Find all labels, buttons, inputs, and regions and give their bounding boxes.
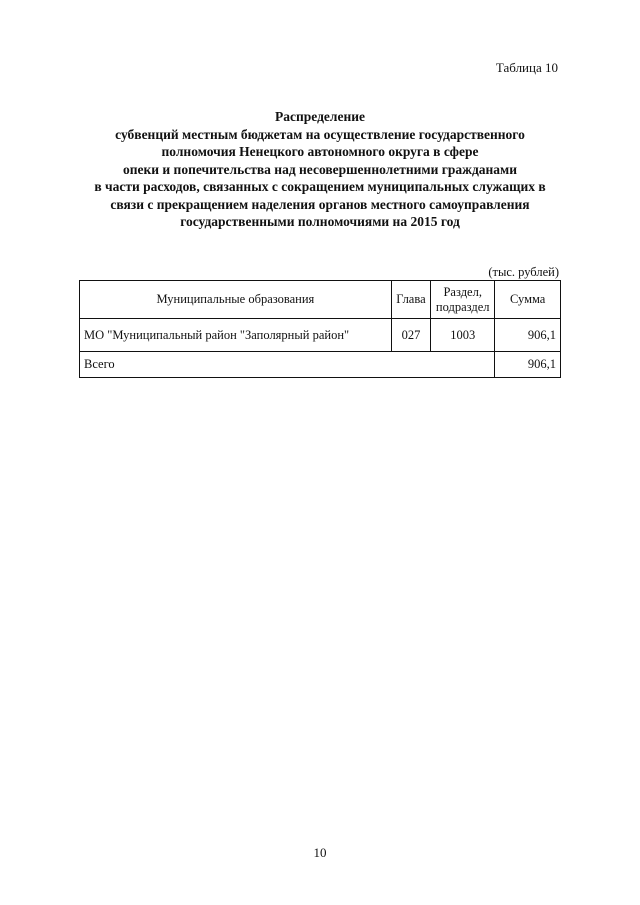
title-line: полномочия Ненецкого автономного округа в сфере	[161, 144, 479, 159]
title-line: связи с прекращением наделения органов местного самоуправления	[110, 196, 530, 212]
table-header-row	[80, 281, 561, 319]
header-glava: Глава	[391, 281, 430, 319]
cell-glava: 027	[391, 319, 430, 352]
units-label: (тыс. рублей)	[488, 265, 559, 279]
header-summa: Сумма	[495, 281, 561, 319]
title-line: государственными полномочиями на 2015 год	[180, 214, 460, 229]
total-label: Всего	[80, 352, 495, 378]
header-razdel-line2: подраздел	[435, 299, 490, 314]
title-line: субвенций местным бюджетам на осуществление государственного	[115, 126, 525, 142]
title-line: Распределение	[274, 109, 366, 124]
header-razdel-line1: Раздел,	[443, 284, 482, 299]
document-title	[60, 108, 580, 231]
distribution-table	[79, 280, 561, 378]
cell-razdel: 1003	[431, 319, 495, 352]
header-municipality: Муниципальные образования	[80, 281, 392, 319]
page-number: 10	[313, 845, 327, 860]
total-summa: 906,1	[495, 352, 561, 378]
cell-summa: 906,1	[495, 319, 561, 352]
cell-municipality: МО "Муниципальный район "Заполярный район"	[80, 319, 392, 352]
table-row	[80, 319, 561, 352]
table-total-row	[80, 352, 561, 378]
table-number: Таблица 10	[495, 60, 558, 75]
title-line: опеки и попечительства над несовершеннолетними гражданами	[122, 161, 518, 177]
header-razdel	[431, 281, 495, 319]
title-line: в части расходов, связанных с сокращением муниципальных служащих в	[94, 179, 546, 194]
